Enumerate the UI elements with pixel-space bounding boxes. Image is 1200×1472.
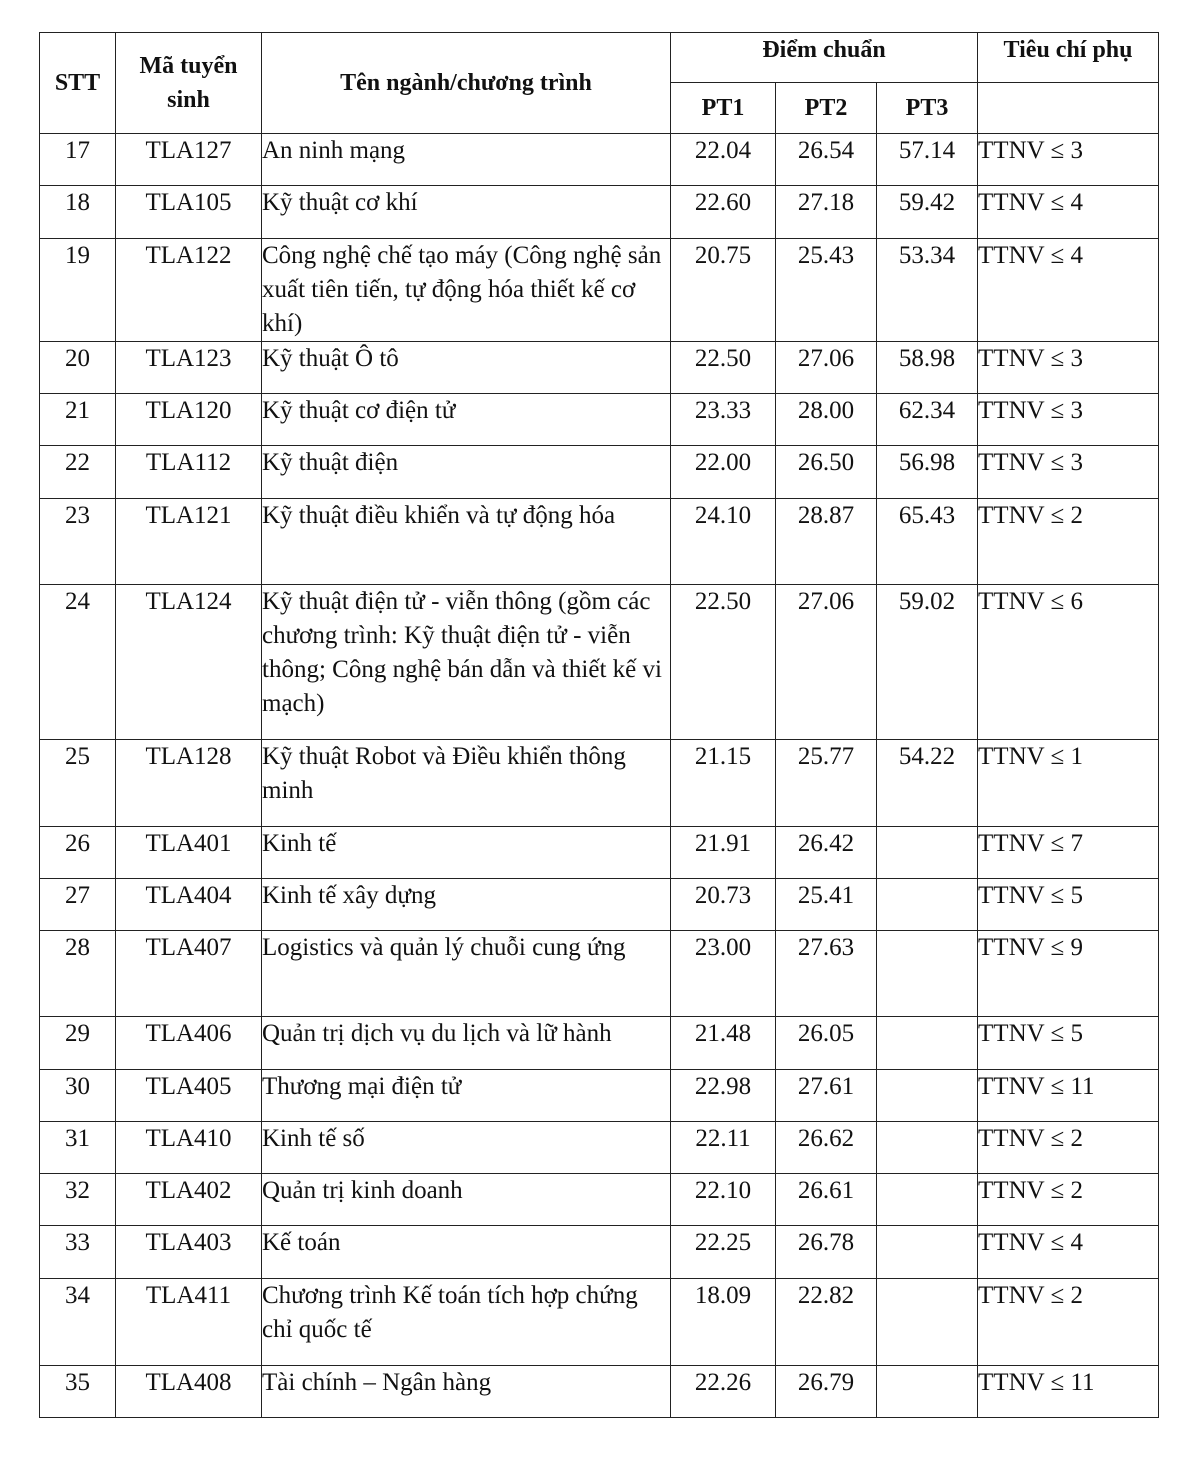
- row-pt1: 22.26: [671, 1366, 776, 1418]
- row-pt2: 26.50: [776, 446, 877, 499]
- row-stt: 29: [40, 1017, 116, 1070]
- row-code: TLA411: [116, 1279, 262, 1366]
- row-pt3: [877, 1174, 978, 1226]
- header-code: Mã tuyển sinh: [116, 33, 262, 134]
- row-pt2: 26.05: [776, 1017, 877, 1070]
- row-pt3: 65.43: [877, 499, 978, 585]
- row-pt2: 25.43: [776, 239, 877, 342]
- row-program-name: Kế toán: [262, 1226, 671, 1279]
- row-criteria: TTNV ≤ 2: [978, 499, 1159, 585]
- row-pt2: 26.61: [776, 1174, 877, 1226]
- row-criteria: TTNV ≤ 5: [978, 1017, 1159, 1070]
- row-pt2: 27.61: [776, 1070, 877, 1122]
- row-program-name: An ninh mạng: [262, 134, 671, 186]
- header-pt3: PT3: [877, 83, 978, 134]
- row-pt2: 25.77: [776, 740, 877, 827]
- row-criteria: TTNV ≤ 4: [978, 1226, 1159, 1279]
- row-pt2: 27.18: [776, 186, 877, 239]
- row-pt3: [877, 931, 978, 1017]
- row-code: TLA120: [116, 394, 262, 446]
- row-pt1: 23.33: [671, 394, 776, 446]
- row-criteria: TTNV ≤ 3: [978, 342, 1159, 394]
- cutoff-score-table: [39, 32, 1159, 1418]
- row-pt1: 20.75: [671, 239, 776, 342]
- row-stt: 25: [40, 740, 116, 827]
- row-pt2: 26.78: [776, 1226, 877, 1279]
- row-pt3: 56.98: [877, 446, 978, 499]
- table-row: [40, 394, 1159, 446]
- row-pt3: [877, 1122, 978, 1174]
- row-program-name: Chương trình Kế toán tích hợp chứng chỉ quốc tế: [262, 1279, 671, 1366]
- table-row: [40, 1366, 1159, 1418]
- row-code: TLA404: [116, 879, 262, 931]
- row-criteria: TTNV ≤ 2: [978, 1174, 1159, 1226]
- row-stt: 30: [40, 1070, 116, 1122]
- row-program-name: Kỹ thuật điện tử - viễn thông (gồm các chương trình: Kỹ thuật điện tử - viễn thông; Công nghệ bán dẫn và thiết kế vi mạch): [262, 585, 671, 740]
- row-pt2: 27.63: [776, 931, 877, 1017]
- header-criteria-sub: [978, 83, 1159, 134]
- row-criteria: TTNV ≤ 3: [978, 446, 1159, 499]
- row-pt3: 53.34: [877, 239, 978, 342]
- row-code: TLA410: [116, 1122, 262, 1174]
- table-row: [40, 740, 1159, 827]
- table-row: [40, 1070, 1159, 1122]
- row-program-name: Quản trị dịch vụ du lịch và lữ hành: [262, 1017, 671, 1070]
- row-pt3: 59.42: [877, 186, 978, 239]
- row-stt: 34: [40, 1279, 116, 1366]
- row-program-name: Thương mại điện tử: [262, 1070, 671, 1122]
- row-code: TLA128: [116, 740, 262, 827]
- row-pt1: 22.11: [671, 1122, 776, 1174]
- row-criteria: TTNV ≤ 11: [978, 1070, 1159, 1122]
- row-pt1: 22.25: [671, 1226, 776, 1279]
- row-pt3: [877, 1226, 978, 1279]
- row-pt3: 62.34: [877, 394, 978, 446]
- row-pt3: 54.22: [877, 740, 978, 827]
- row-pt3: [877, 1070, 978, 1122]
- header-pt1: PT1: [671, 83, 776, 134]
- row-program-name: Kinh tế số: [262, 1122, 671, 1174]
- row-stt: 23: [40, 499, 116, 585]
- row-pt1: 22.10: [671, 1174, 776, 1226]
- row-pt1: 21.48: [671, 1017, 776, 1070]
- header-pt2: PT2: [776, 83, 877, 134]
- row-code: TLA402: [116, 1174, 262, 1226]
- row-pt1: 22.00: [671, 446, 776, 499]
- row-pt1: 22.50: [671, 342, 776, 394]
- row-code: TLA401: [116, 827, 262, 879]
- table-row: [40, 1226, 1159, 1279]
- row-pt2: 22.82: [776, 1279, 877, 1366]
- row-stt: 19: [40, 239, 116, 342]
- row-program-name: Quản trị kinh doanh: [262, 1174, 671, 1226]
- row-pt3: [877, 827, 978, 879]
- row-pt3: [877, 1366, 978, 1418]
- table-row: [40, 239, 1159, 342]
- table-row: [40, 134, 1159, 186]
- row-pt2: 25.41: [776, 879, 877, 931]
- row-program-name: Kinh tế xây dựng: [262, 879, 671, 931]
- row-code: TLA403: [116, 1226, 262, 1279]
- table-row: [40, 1122, 1159, 1174]
- row-criteria: TTNV ≤ 3: [978, 134, 1159, 186]
- row-code: TLA405: [116, 1070, 262, 1122]
- row-pt2: 26.54: [776, 134, 877, 186]
- row-program-name: Logistics và quản lý chuỗi cung ứng: [262, 931, 671, 1017]
- row-pt1: 22.04: [671, 134, 776, 186]
- row-criteria: TTNV ≤ 4: [978, 239, 1159, 342]
- row-pt1: 22.50: [671, 585, 776, 740]
- header-stt: STT: [40, 33, 116, 134]
- row-criteria: TTNV ≤ 9: [978, 931, 1159, 1017]
- table-row: [40, 585, 1159, 740]
- row-code: TLA124: [116, 585, 262, 740]
- row-stt: 20: [40, 342, 116, 394]
- table-row: [40, 499, 1159, 585]
- row-stt: 26: [40, 827, 116, 879]
- row-criteria: TTNV ≤ 1: [978, 740, 1159, 827]
- table-body: [40, 134, 1159, 1418]
- row-pt1: 18.09: [671, 1279, 776, 1366]
- row-pt2: 28.87: [776, 499, 877, 585]
- row-pt3: [877, 879, 978, 931]
- row-stt: 27: [40, 879, 116, 931]
- row-code: TLA406: [116, 1017, 262, 1070]
- row-code: TLA122: [116, 239, 262, 342]
- row-code: TLA121: [116, 499, 262, 585]
- table-header: [40, 33, 1159, 134]
- row-stt: 24: [40, 585, 116, 740]
- row-pt2: 27.06: [776, 342, 877, 394]
- row-pt2: 26.62: [776, 1122, 877, 1174]
- table-row: [40, 342, 1159, 394]
- row-program-name: Kỹ thuật điều khiển và tự động hóa: [262, 499, 671, 585]
- header-scores-group: Điểm chuẩn: [671, 33, 978, 83]
- table-row: [40, 1279, 1159, 1366]
- row-pt1: 22.60: [671, 186, 776, 239]
- row-pt1: 22.98: [671, 1070, 776, 1122]
- row-program-name: Kỹ thuật Robot và Điều khiển thông minh: [262, 740, 671, 827]
- row-pt1: 20.73: [671, 879, 776, 931]
- row-criteria: TTNV ≤ 3: [978, 394, 1159, 446]
- row-pt1: 24.10: [671, 499, 776, 585]
- header-program: Tên ngành/chương trình: [262, 33, 671, 134]
- row-pt3: 57.14: [877, 134, 978, 186]
- row-pt3: 59.02: [877, 585, 978, 740]
- row-stt: 21: [40, 394, 116, 446]
- row-program-name: Tài chính – Ngân hàng: [262, 1366, 671, 1418]
- row-pt3: 58.98: [877, 342, 978, 394]
- table-row: [40, 827, 1159, 879]
- row-criteria: TTNV ≤ 5: [978, 879, 1159, 931]
- table-row: [40, 1174, 1159, 1226]
- row-program-name: Kỹ thuật cơ khí: [262, 186, 671, 239]
- row-pt2: 26.79: [776, 1366, 877, 1418]
- row-program-name: Kỹ thuật cơ điện tử: [262, 394, 671, 446]
- row-code: TLA105: [116, 186, 262, 239]
- row-pt2: 26.42: [776, 827, 877, 879]
- table-row: [40, 186, 1159, 239]
- row-code: TLA123: [116, 342, 262, 394]
- row-criteria: TTNV ≤ 2: [978, 1122, 1159, 1174]
- row-criteria: TTNV ≤ 6: [978, 585, 1159, 740]
- row-criteria: TTNV ≤ 4: [978, 186, 1159, 239]
- row-stt: 32: [40, 1174, 116, 1226]
- row-criteria: TTNV ≤ 11: [978, 1366, 1159, 1418]
- table-row: [40, 446, 1159, 499]
- header-criteria: Tiêu chí phụ: [978, 33, 1159, 83]
- row-code: TLA112: [116, 446, 262, 499]
- row-criteria: TTNV ≤ 2: [978, 1279, 1159, 1366]
- row-pt3: [877, 1017, 978, 1070]
- row-pt1: 21.15: [671, 740, 776, 827]
- table-row: [40, 1017, 1159, 1070]
- row-stt: 18: [40, 186, 116, 239]
- row-pt2: 27.06: [776, 585, 877, 740]
- row-criteria: TTNV ≤ 7: [978, 827, 1159, 879]
- row-stt: 17: [40, 134, 116, 186]
- row-program-name: Kỹ thuật Ô tô: [262, 342, 671, 394]
- row-stt: 33: [40, 1226, 116, 1279]
- row-pt2: 28.00: [776, 394, 877, 446]
- row-pt3: [877, 1279, 978, 1366]
- row-stt: 28: [40, 931, 116, 1017]
- row-code: TLA407: [116, 931, 262, 1017]
- row-stt: 35: [40, 1366, 116, 1418]
- table-row: [40, 879, 1159, 931]
- row-pt1: 21.91: [671, 827, 776, 879]
- row-program-name: Kỹ thuật điện: [262, 446, 671, 499]
- row-program-name: Công nghệ chế tạo máy (Công nghệ sản xuất tiên tiến, tự động hóa thiết kế cơ khí): [262, 239, 671, 342]
- row-code: TLA408: [116, 1366, 262, 1418]
- row-stt: 31: [40, 1122, 116, 1174]
- row-pt1: 23.00: [671, 931, 776, 1017]
- table-row: [40, 931, 1159, 1017]
- row-stt: 22: [40, 446, 116, 499]
- row-code: TLA127: [116, 134, 262, 186]
- row-program-name: Kinh tế: [262, 827, 671, 879]
